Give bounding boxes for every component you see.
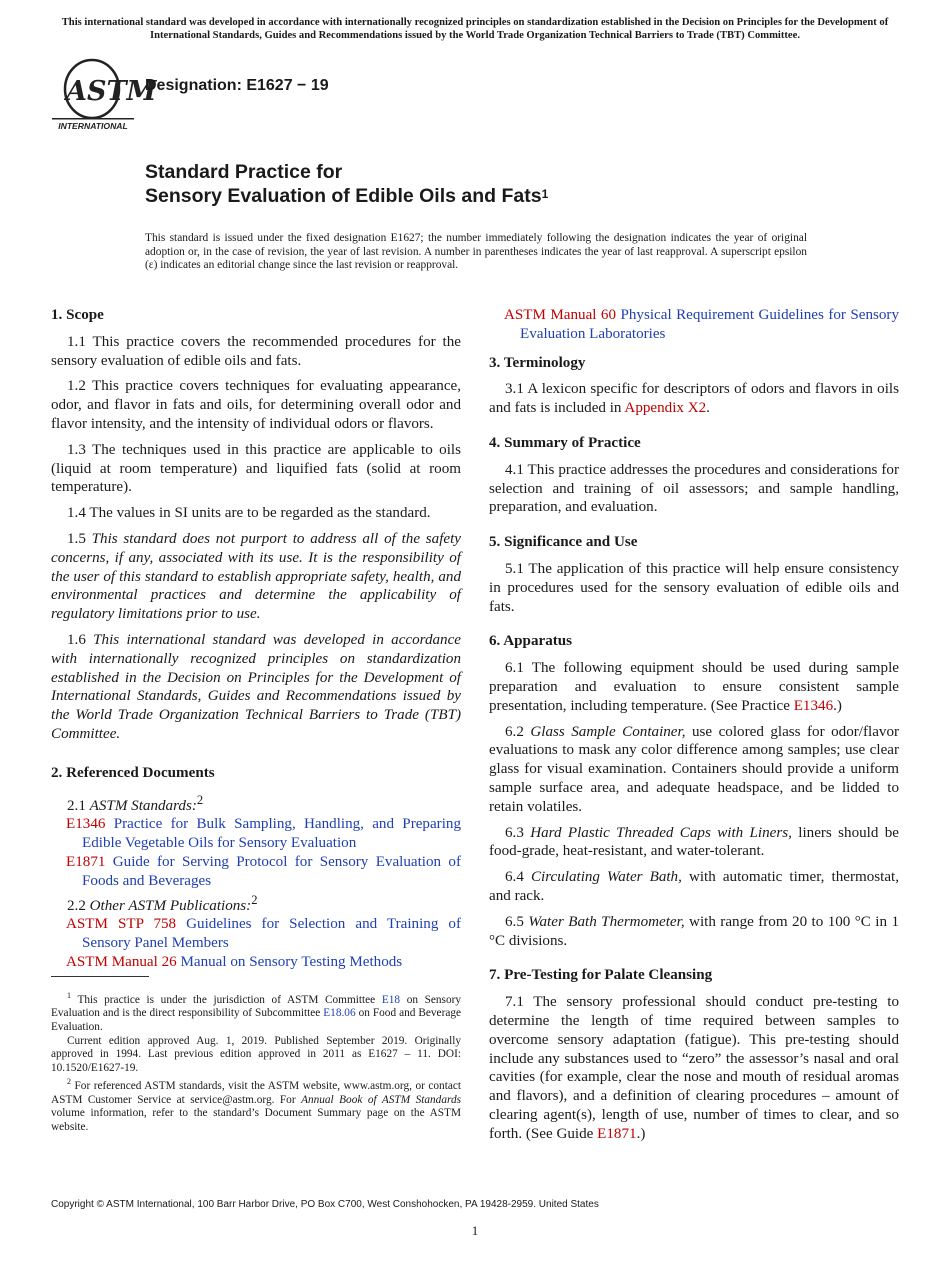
paragraph-1-5 (51, 530, 461, 624)
paragraph-2-2 (51, 891, 461, 916)
paragraph-7-1 (489, 993, 899, 1143)
reference-code-link[interactable]: E1871 (66, 853, 106, 870)
footnote-mark: 1 (67, 991, 71, 1000)
right-column (489, 306, 899, 1150)
paragraph-italic: Circulating Water Bath, (530, 869, 682, 886)
footnote-1 (51, 989, 461, 1035)
issued-note: This standard is issued under the fixed designation E1627; the number immediately following the designation indicates the year of original adoption or, in the case of revision, the year of last revision. A number in parentheses indicates the year of last reapproval. A superscript epsilon (ε) indicates an editorial change since the last revision or reapproval. (145, 232, 807, 272)
section-heading-pre-testing: 7. Pre-Testing for Palate Cleansing (489, 967, 713, 984)
paragraph-text: 7.1 The sensory professional should conduct pre-testing to determine the length of time required between samples to overcome sensory adaptation (fatigue). This pre-testing should include any substances used to “zero” the assessor’s nasal and oral cavities (for example, clear the nose and mouth of residual aromas and flavors), and a definition of clearing procedures – amount of clearing agent(s), length of use, number of times to clear, and so forth. (See Guide (489, 994, 899, 1142)
title-footnote-mark: 1 (541, 187, 549, 201)
reference-title-link[interactable]: Manual on Sensory Testing Methods (180, 953, 403, 970)
page-number: 1 (471, 1223, 479, 1238)
subcommittee-link-e18-06[interactable]: E18.06 (323, 1007, 356, 1020)
footnote-mark: 2 (196, 792, 204, 807)
document-title (145, 160, 548, 208)
title-line-1: Standard Practice for (145, 161, 343, 183)
footnote-1-edition: Current edition approved Aug. 1, 2019. Published September 2019. Originally approved in 1994. Last previous edition approved in 2011 as E1627 – 11. DOI: 10.1520/E1627-19. (51, 1034, 461, 1074)
paragraph-text: liners should be food-grade, heat-resistant, and water-tolerant. (489, 824, 899, 860)
section-heading-significance: 5. Significance and Use (489, 534, 638, 551)
committee-link-e18[interactable]: E18 (381, 993, 401, 1006)
footnote-mark: 2 (67, 1077, 71, 1087)
paragraph-number: 1.6 (67, 631, 86, 648)
astm-international-logo-icon (52, 56, 157, 132)
reference-e1346[interactable] (51, 815, 461, 853)
title-line-2 (145, 184, 548, 208)
paragraph-text: This standard does not purport to address all of the safety concerns, if any, associated with its use. It is the responsibility of the user of this standard to establish appropriate safety, health, and environmental practices and determine the applicability of regulatory limitations prior to use. (51, 530, 462, 623)
paragraph-text: Other ASTM Publications: (89, 897, 252, 914)
paragraph-number: 6.2 (505, 723, 524, 740)
paragraph-number: 2.1 (67, 797, 86, 814)
astm-logo (52, 56, 157, 132)
paragraph-1-3: 1.3 The techniques used in this practice are applicable to oils (liquid at room temperature) and liquified fats (solid at room temperature). (51, 441, 461, 496)
section-heading-terminology: 3. Terminology (489, 354, 586, 371)
paragraph-6-4 (489, 868, 899, 906)
logo-wordmark: INTERNATIONAL (58, 121, 128, 131)
paragraph-6-3 (489, 824, 899, 862)
reference-link-e1871[interactable]: E1871 (597, 1125, 637, 1142)
footnote-2 (51, 1075, 461, 1134)
header-note: This international standard was developed in accordance with internationally recognized principles on standardization established in the Decision on Principles for the Development of International Standards, Guides and Recommendations issued by the World Trade Organization Technical Barriers to Trade (TBT) Committee. (61, 17, 889, 41)
section-heading-apparatus: 6. Apparatus (489, 633, 573, 650)
paragraph-1-4: 1.4 The values in SI units are to be regarded as the standard. (67, 505, 431, 522)
paragraph-number: 1.5 (67, 530, 86, 547)
footnote-italic: Annual Book of ASTM Standards (301, 1093, 461, 1106)
paragraph-1-6 (51, 631, 461, 744)
footnotes (51, 989, 461, 1134)
reference-manual-60[interactable] (489, 306, 899, 344)
reference-code-link[interactable]: ASTM STP 758 (66, 916, 177, 933)
paragraph-italic: Hard Plastic Threaded Caps with Liners, (530, 824, 792, 841)
section-heading-scope: 1. Scope (51, 307, 104, 323)
paragraph-text: 6.1 The following equipment should be used during sample preparation and evaluation to ensure consistent sample presentation, including temperature. (See Practice (489, 660, 899, 714)
section-heading-summary: 4. Summary of Practice (489, 434, 641, 451)
reference-code-link[interactable]: ASTM Manual 26 (66, 953, 177, 970)
paragraph-text: This international standard was developed in accordance with internationally recognized principles on standardization established in the Decision on Principles for the Development of International Standards, Guides and Recommendations issued by the World Trade Organization Technical Barriers to Trade (TBT) Committee. (51, 631, 461, 742)
designation: Designation: E1627 − 19 (145, 77, 329, 94)
reference-e1871[interactable] (51, 853, 461, 891)
paragraph-1-1: 1.1 This practice covers the recommended procedures for the sensory evaluation of edible oils and fats. (51, 333, 461, 369)
paragraph-text: . (706, 400, 710, 417)
logo-letters: ASTM (66, 76, 157, 107)
paragraph-2-1 (51, 791, 461, 816)
footnote-divider (51, 976, 149, 977)
reference-stp-758[interactable] (51, 915, 461, 953)
reference-link-e1346[interactable]: E1346 (793, 697, 834, 714)
paragraph-number: 2.2 (67, 897, 86, 914)
appendix-link[interactable]: Appendix X2 (624, 400, 707, 417)
copyright-notice: Copyright © ASTM International, 100 Barr Harbor Drive, PO Box C700, West Conshohocken, PA 19428-2959. United States (51, 1199, 599, 1210)
reference-title-link[interactable]: Physical Requirement Guidelines for Sensory Evaluation Laboratories (520, 307, 899, 342)
reference-title-link[interactable]: Practice for Bulk Sampling, Handling, and Preparing Edible Vegetable Oils for Sensory Evaluation (82, 816, 461, 852)
paragraph-number: 6.4 (505, 869, 524, 886)
footnote-mark: 2 (251, 892, 258, 907)
title-text: Sensory Evaluation of Edible Oils and Fats (145, 185, 542, 207)
paragraph-6-1 (489, 659, 899, 715)
paragraph-5-1: 5.1 The application of this practice will help ensure consistency in procedures used for the sensory evaluation of edible oils and fats. (489, 560, 899, 615)
paragraph-text: ASTM Standards: (89, 797, 197, 814)
paragraph-text: use colored glass for odor/flavor evaluations to mask any color difference among samples; use clear glass for visual examination. Containers should provide a uniform sample surface area, and adequate headspace, and be lidded to retain volatiles. (489, 723, 900, 815)
reference-code-link[interactable]: ASTM Manual 60 (504, 307, 617, 323)
reference-manual-26[interactable] (51, 953, 461, 972)
paragraph-number: 6.5 (505, 913, 524, 930)
paragraph-italic: Glass Sample Container, (530, 723, 686, 740)
footnote-text: volume information, refer to the standard’s Document Summary page on the ASTM website. (51, 1107, 461, 1133)
paragraph-number: 6.3 (505, 824, 524, 841)
paragraph-3-1 (489, 380, 899, 418)
left-column (51, 306, 461, 972)
footnote-text: on Sensory Evaluation and is the direct responsibility of Subcommittee (51, 993, 462, 1020)
paragraph-text: .) (636, 1125, 646, 1142)
paragraph-1-2: 1.2 This practice covers techniques for evaluating appearance, odor, and flavor in fats and oils, for determining overall odor and flavor intensity, and the intensity of individual odors or flavors. (51, 378, 461, 432)
footnote-text: For referenced ASTM standards, visit the ASTM website, www.astm.org, or contact ASTM Customer Service at service@astm.org. For (51, 1080, 461, 1106)
section-heading-referenced-documents: 2. Referenced Documents (51, 764, 215, 781)
paragraph-text: .) (833, 697, 842, 714)
footnote-text: on Food and Beverage Evaluation. (51, 1007, 462, 1033)
paragraph-text: with range from 20 to 100 °C in 1 °C divisions. (489, 913, 900, 949)
paragraph-text: with automatic timer, thermostat, and rack. (489, 869, 899, 904)
paragraph-6-5 (489, 913, 899, 951)
reference-code-link[interactable]: E1346 (66, 816, 106, 833)
paragraph-italic: Water Bath Thermometer, (528, 913, 685, 930)
paragraph-6-2 (489, 723, 899, 817)
reference-title-link[interactable]: Guide for Serving Protocol for Sensory Evaluation of Foods and Beverages (82, 853, 461, 889)
paragraph-4-1: 4.1 This practice addresses the procedures and considerations for selection and training of oil assessors; and sample handling, preparation, and evaluation. (489, 461, 899, 516)
reference-title-link[interactable]: Guidelines for Selection and Training of Sensory Panel Members (82, 916, 461, 952)
footnote-text: This practice is under the jurisdiction of ASTM Committee (77, 993, 376, 1006)
paragraph-text: 3.1 A lexicon specific for descriptors of odors and flavors in oils and fats is included in (489, 381, 899, 417)
